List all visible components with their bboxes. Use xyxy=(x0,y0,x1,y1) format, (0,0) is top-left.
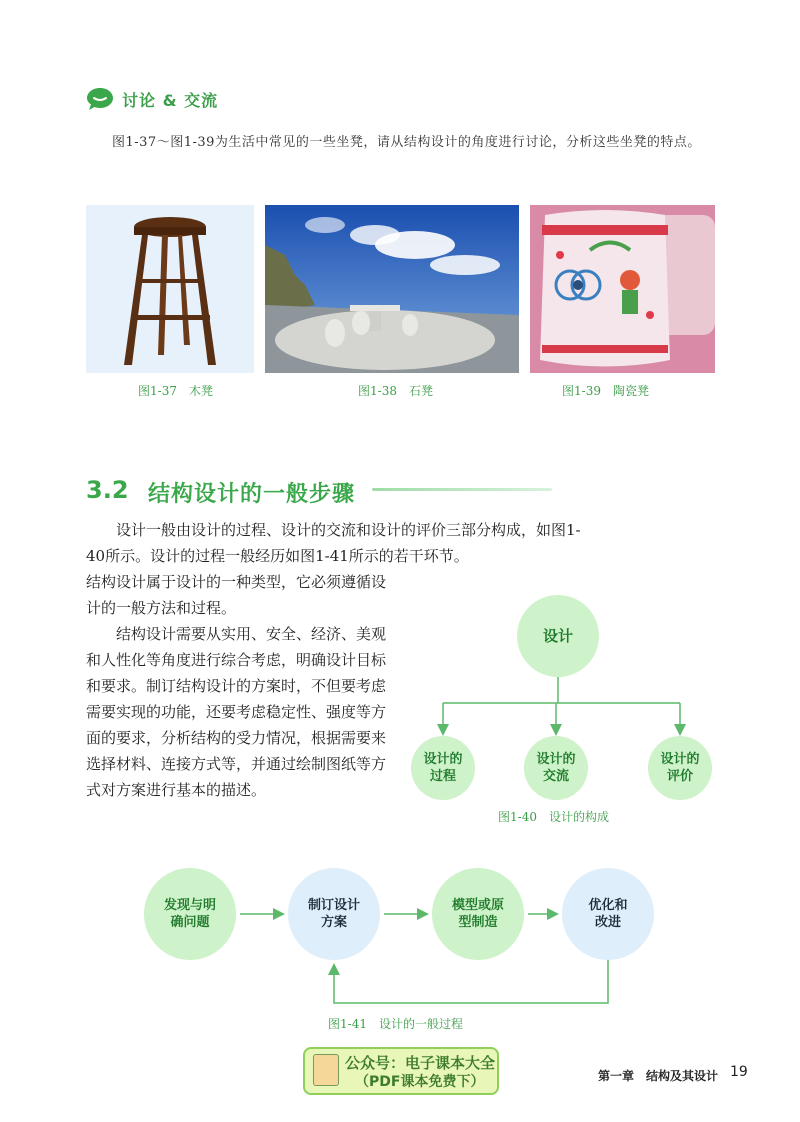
watermark-line-1: 公众号：电子课本大全 xyxy=(345,1054,496,1072)
figure-caption-38: 图1-38 石凳 xyxy=(358,384,433,398)
node-design-process: 设计的 过程 xyxy=(411,736,475,800)
paragraph-type: 结构设计属于设计的一种类型，它必须遵循设计的一般方法和过程。 xyxy=(86,573,387,617)
page-number: 19 xyxy=(730,1064,748,1080)
node-design-evaluation: 设计的 评价 xyxy=(648,736,712,800)
figure-caption-37: 图1-37 木凳 xyxy=(138,384,213,398)
figure-caption-39: 图1-39 陶瓷凳 xyxy=(562,384,649,398)
paragraph-requirements: 结构设计需要从实用、安全、经济、美观和人性化等角度进行综合考虑，明确设计目标和要求。制订结构设计的方案时，不但要考虑需要实现的功能，还要考虑稳定性、强度等方面的要求，分析结构的受力情况，根据需要来选择材料、连接方式等，并通过绘制图纸等方式对方案进行基本的描述。 xyxy=(86,625,387,799)
paragraph-intro: 设计一般由设计的过程、设计的交流和设计的评价三部分构成，如图1-40所示。设计的过程一般经历如图1-41所示的若干环节。 xyxy=(86,521,581,565)
step-optimize: 优化和 改进 xyxy=(562,868,654,960)
section-title: 结构设计的一般步骤 xyxy=(148,482,356,507)
discussion-title: 讨论 & 交流 xyxy=(122,91,219,110)
watermark-badge xyxy=(303,1047,499,1095)
footer-chapter: 第一章 结构及其设计 xyxy=(598,1069,719,1083)
ceramic-stool-image xyxy=(530,205,715,373)
figure-caption-41: 图1-41 设计的一般过程 xyxy=(328,1017,463,1031)
wooden-stool-image xyxy=(86,205,254,373)
figure-caption-40: 图1-40 设计的构成 xyxy=(498,810,609,824)
section-title-underline xyxy=(372,488,552,491)
section-number: 3.2 xyxy=(86,476,129,504)
step-identify-problem: 发现与明 确问题 xyxy=(144,868,236,960)
node-design-exchange: 设计的 交流 xyxy=(524,736,588,800)
watermark-line-2: （PDF课本免费下） xyxy=(355,1074,485,1090)
discussion-bubble-icon xyxy=(86,86,114,112)
discussion-text: 图1-37～图1-39为生活中常见的一些坐凳，请从结构设计的角度进行讨论，分析这些坐凳的特点。 xyxy=(112,135,701,150)
step-make-plan: 制订设计 方案 xyxy=(288,868,380,960)
node-design: 设计 xyxy=(517,595,599,677)
stone-stool-image xyxy=(265,205,519,373)
step-build-prototype: 模型或原 型制造 xyxy=(432,868,524,960)
book-icon xyxy=(313,1054,339,1086)
